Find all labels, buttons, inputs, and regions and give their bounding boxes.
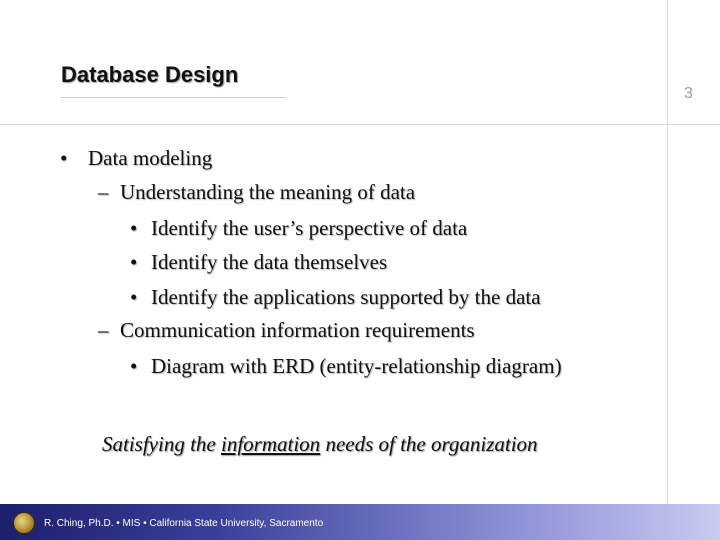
slide-title: Database Design xyxy=(61,62,239,87)
bullet-text: Data modeling xyxy=(88,146,213,170)
footer-credit: R. Ching, Ph.D. • MIS • California State University, Sacramento xyxy=(44,518,324,529)
bullet-level-3 xyxy=(130,215,467,241)
bullet-level-2 xyxy=(98,317,475,343)
bullet-marker: • xyxy=(60,146,68,170)
dash-marker: – xyxy=(98,180,109,204)
bullet-marker: • xyxy=(130,285,138,309)
bullet-level-2 xyxy=(98,179,415,205)
right-vertical-rule xyxy=(667,0,668,540)
tagline-after: needs of the organization xyxy=(320,432,538,456)
header-divider xyxy=(0,124,720,125)
bullet-marker: • xyxy=(130,354,138,378)
footer-bar xyxy=(0,504,720,540)
page-number: 3 xyxy=(684,85,693,102)
dash-marker: – xyxy=(98,318,109,342)
bullet-marker: • xyxy=(130,250,138,274)
bullet-level-3 xyxy=(130,353,562,379)
bullet-text: Understanding the meaning of data xyxy=(120,180,416,204)
tagline xyxy=(102,432,538,457)
bullet-text: Identify the data themselves xyxy=(151,250,388,274)
bullet-text: Communication information requirements xyxy=(120,318,475,342)
tagline-before: Satisfying the xyxy=(102,432,221,456)
bullet-level-1 xyxy=(60,145,212,171)
bullet-marker: • xyxy=(130,216,138,240)
tagline-emphasis: information xyxy=(221,432,321,456)
title-underline xyxy=(60,97,286,98)
bullet-text: Identify the applications supported by the data xyxy=(151,285,541,309)
bullet-level-3 xyxy=(130,284,541,310)
university-seal-icon xyxy=(13,512,35,534)
bullet-level-3 xyxy=(130,249,387,275)
bullet-text: Diagram with ERD (entity-relationship diagram) xyxy=(151,354,562,378)
bullet-text: Identify the user’s perspective of data xyxy=(151,216,468,240)
